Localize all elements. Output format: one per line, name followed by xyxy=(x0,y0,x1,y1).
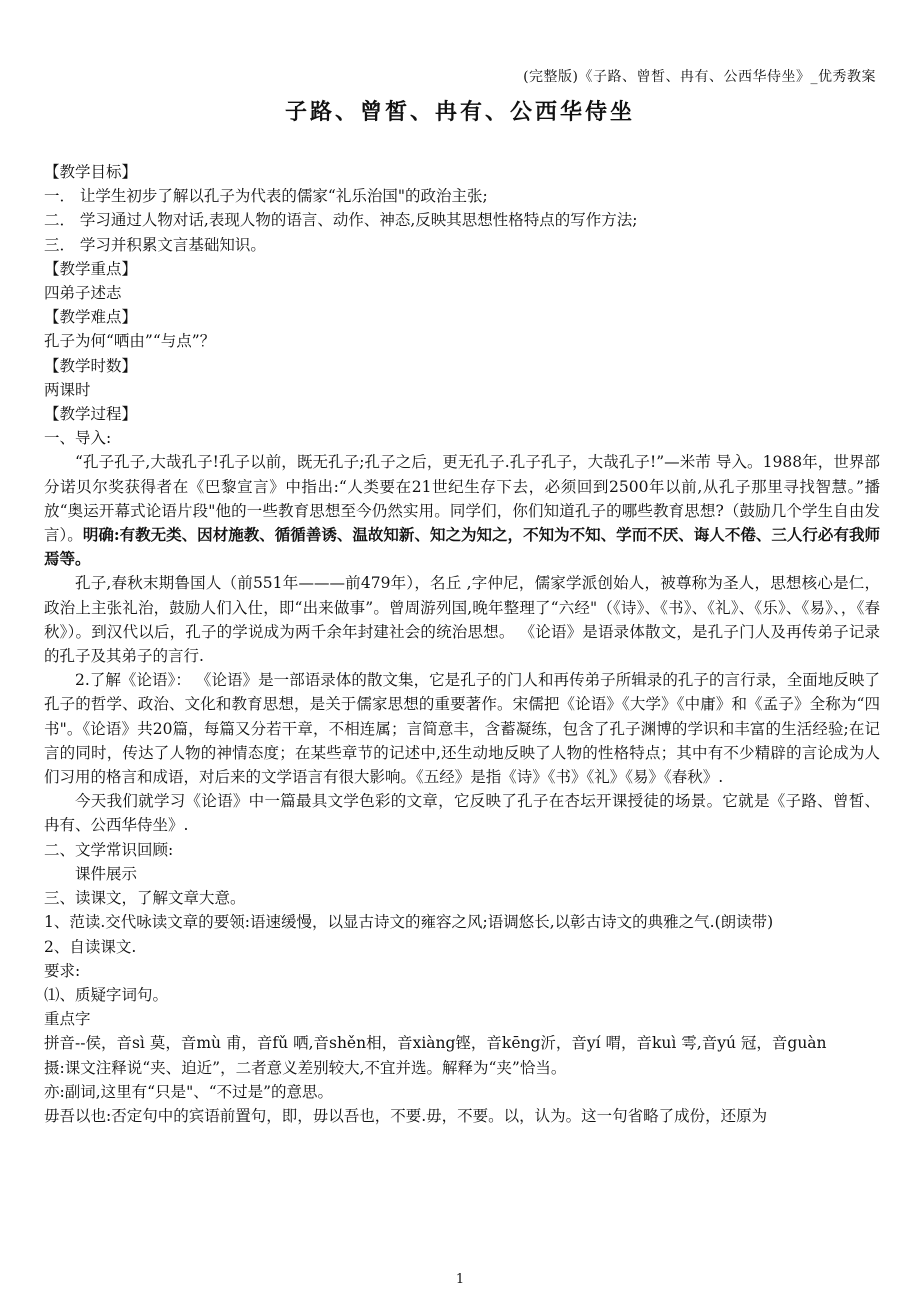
step-heading: 一、导入: xyxy=(44,429,112,448)
page-title: 子路、曾皙、冉有、公西华侍坐 xyxy=(284,99,635,125)
paragraph-intro xyxy=(44,450,880,571)
intro-emphasis: 明确:有教无类、因材施教、循循善诱、温故知新、知之为知之，不知为不知、学而不厌、诲人不倦、三人行必有我师焉等。 xyxy=(44,525,880,569)
paragraph-note: 毋吾以也:否定句中的宾语前置句，即，毋以吾也，不要.毋，不要。以，认为。这一句省略了成份，还原为 xyxy=(44,1106,768,1125)
intro-text: “孔子孔子,大哉孔子!孔子以前，既无孔子;孔子之后，更无孔子.孔子孔子，大哉孔子!”—米芾 导入。1988年，世界部分诺贝尔奖获得者在《巴黎宣言》中指出:“人类要在21世纪生存下去，必须回到2500年以前,从孔子那里寻找智慧。”播放“奥运开幕式论语片段"他的一些教育思想至今仍然实用。同学们，你们知道孔子的哪些教育思想?（鼓励几个学生自由发言）。 xyxy=(44,453,880,545)
paragraph-pinyin: 拼音--侯，音sì 莫，音mù 甫，音fǔ 哂,音shěn相，音xiàng铿，音kēng沂，音yí 喟，音kuì 雩,音yú 冠，音guàn xyxy=(44,1034,827,1053)
text-line: ⑴、质疑字词句。 xyxy=(44,985,169,1004)
text-line: 重点字 xyxy=(44,1010,91,1029)
text-line: 课件展示 xyxy=(75,864,138,883)
goal-item: 一． 让学生初步了解以孔子为代表的儒家“礼乐治国"的政治主张; xyxy=(44,187,488,206)
goal-item: 三． 学习并积累文言基础知识。 xyxy=(44,235,266,254)
text-line: 2、自读课文. xyxy=(44,937,137,956)
paragraph-confucius: 孔子,春秋末期鲁国人（前551年———前479年），名丘 ,字仲尼，儒家学派创始人，被尊称为圣人，思想核心是仁，政治上主张礼治，鼓励人们入仕，即“出来做事”。曾周游列国,晚年整理了“六经"（《诗》、《书》、《礼》、《乐》、《易》、，《春秋》）。到汉代以后，孔子的学说成为两千余年封建社会的统治思想。 《论语》是语录体散文，是孔子门人及再传弟子记录的孔子及其弟子的言行. xyxy=(44,574,880,666)
paragraph-lunyu: 2.了解《论语》： 《论语》是一部语录体的散文集，它是孔子的门人和再传弟子所辑录的孔子的言行录，全面地反映了孔子的哲学、政治、文化和教育思想，是关于儒家思想的重要著作。宋儒把《论语》《大学》《中庸》和《孟子》全称为“四书"。《论语》共20篇，每篇又分若干章，不相连属；言简意丰，含蓄凝练，包含了孔子渊博的学识和丰富的生活经验;在记言的同时，传达了人物的神情态度；在某些章节的记述中,还生动地反映了人物的性格特点；其中有不少精辟的言论成为人们习用的格言和成语，对后来的文学语言有很大影响。《五经》是指《诗》《书》《礼》《易》《春秋》. xyxy=(44,671,880,787)
paragraph-today: 今天我们就学习《论语》中一篇最具文学色彩的文章，它反映了孔子在杏坛开课授徒的场景。它就是《子路、曾皙、冉有、公西华侍坐》. xyxy=(44,792,880,835)
section-heading: 【教学过程】 xyxy=(44,405,138,424)
step-heading: 三、读课文，了解文章大意。 xyxy=(44,889,246,908)
section-heading: 【教学难点】 xyxy=(44,308,138,327)
section-heading: 【教学目标】 xyxy=(44,163,138,181)
paragraph-note: 摄:课文注释说“夹、迫近”，二者意义差别较大,不宜并选。解释为“夹”恰当。 xyxy=(44,1058,567,1077)
text-line: 两课时 xyxy=(44,380,91,399)
text-line: 四弟子述志 xyxy=(44,284,122,303)
step-heading: 二、文学常识回顾: xyxy=(44,840,174,859)
goal-item: 二． 学习通过人物对话,表现人物的语言、动作、神态,反映其思想性格特点的写作方法; xyxy=(44,211,638,230)
section-heading: 【教学重点】 xyxy=(44,259,138,278)
document-body xyxy=(44,160,880,1128)
page-number: 1 xyxy=(455,1272,465,1287)
text-line: 孔子为何“哂由”“与点”？ xyxy=(44,332,216,351)
paragraph-reading: 1、范读.交代咏读文章的要领:语速缓慢，以显古诗文的雍容之风;语调悠长,以彰古诗文的典雅之气.(朗读带) xyxy=(44,913,774,932)
running-header: (完整版)《子路、曾皙、冉有、公西华侍坐》_优秀教案 xyxy=(523,69,876,85)
paragraph-note: 亦:副词,这里有“只是"、“不过是”的意思。 xyxy=(44,1082,334,1101)
text-line: 要求: xyxy=(44,961,81,980)
section-heading: 【教学时数】 xyxy=(44,356,138,375)
